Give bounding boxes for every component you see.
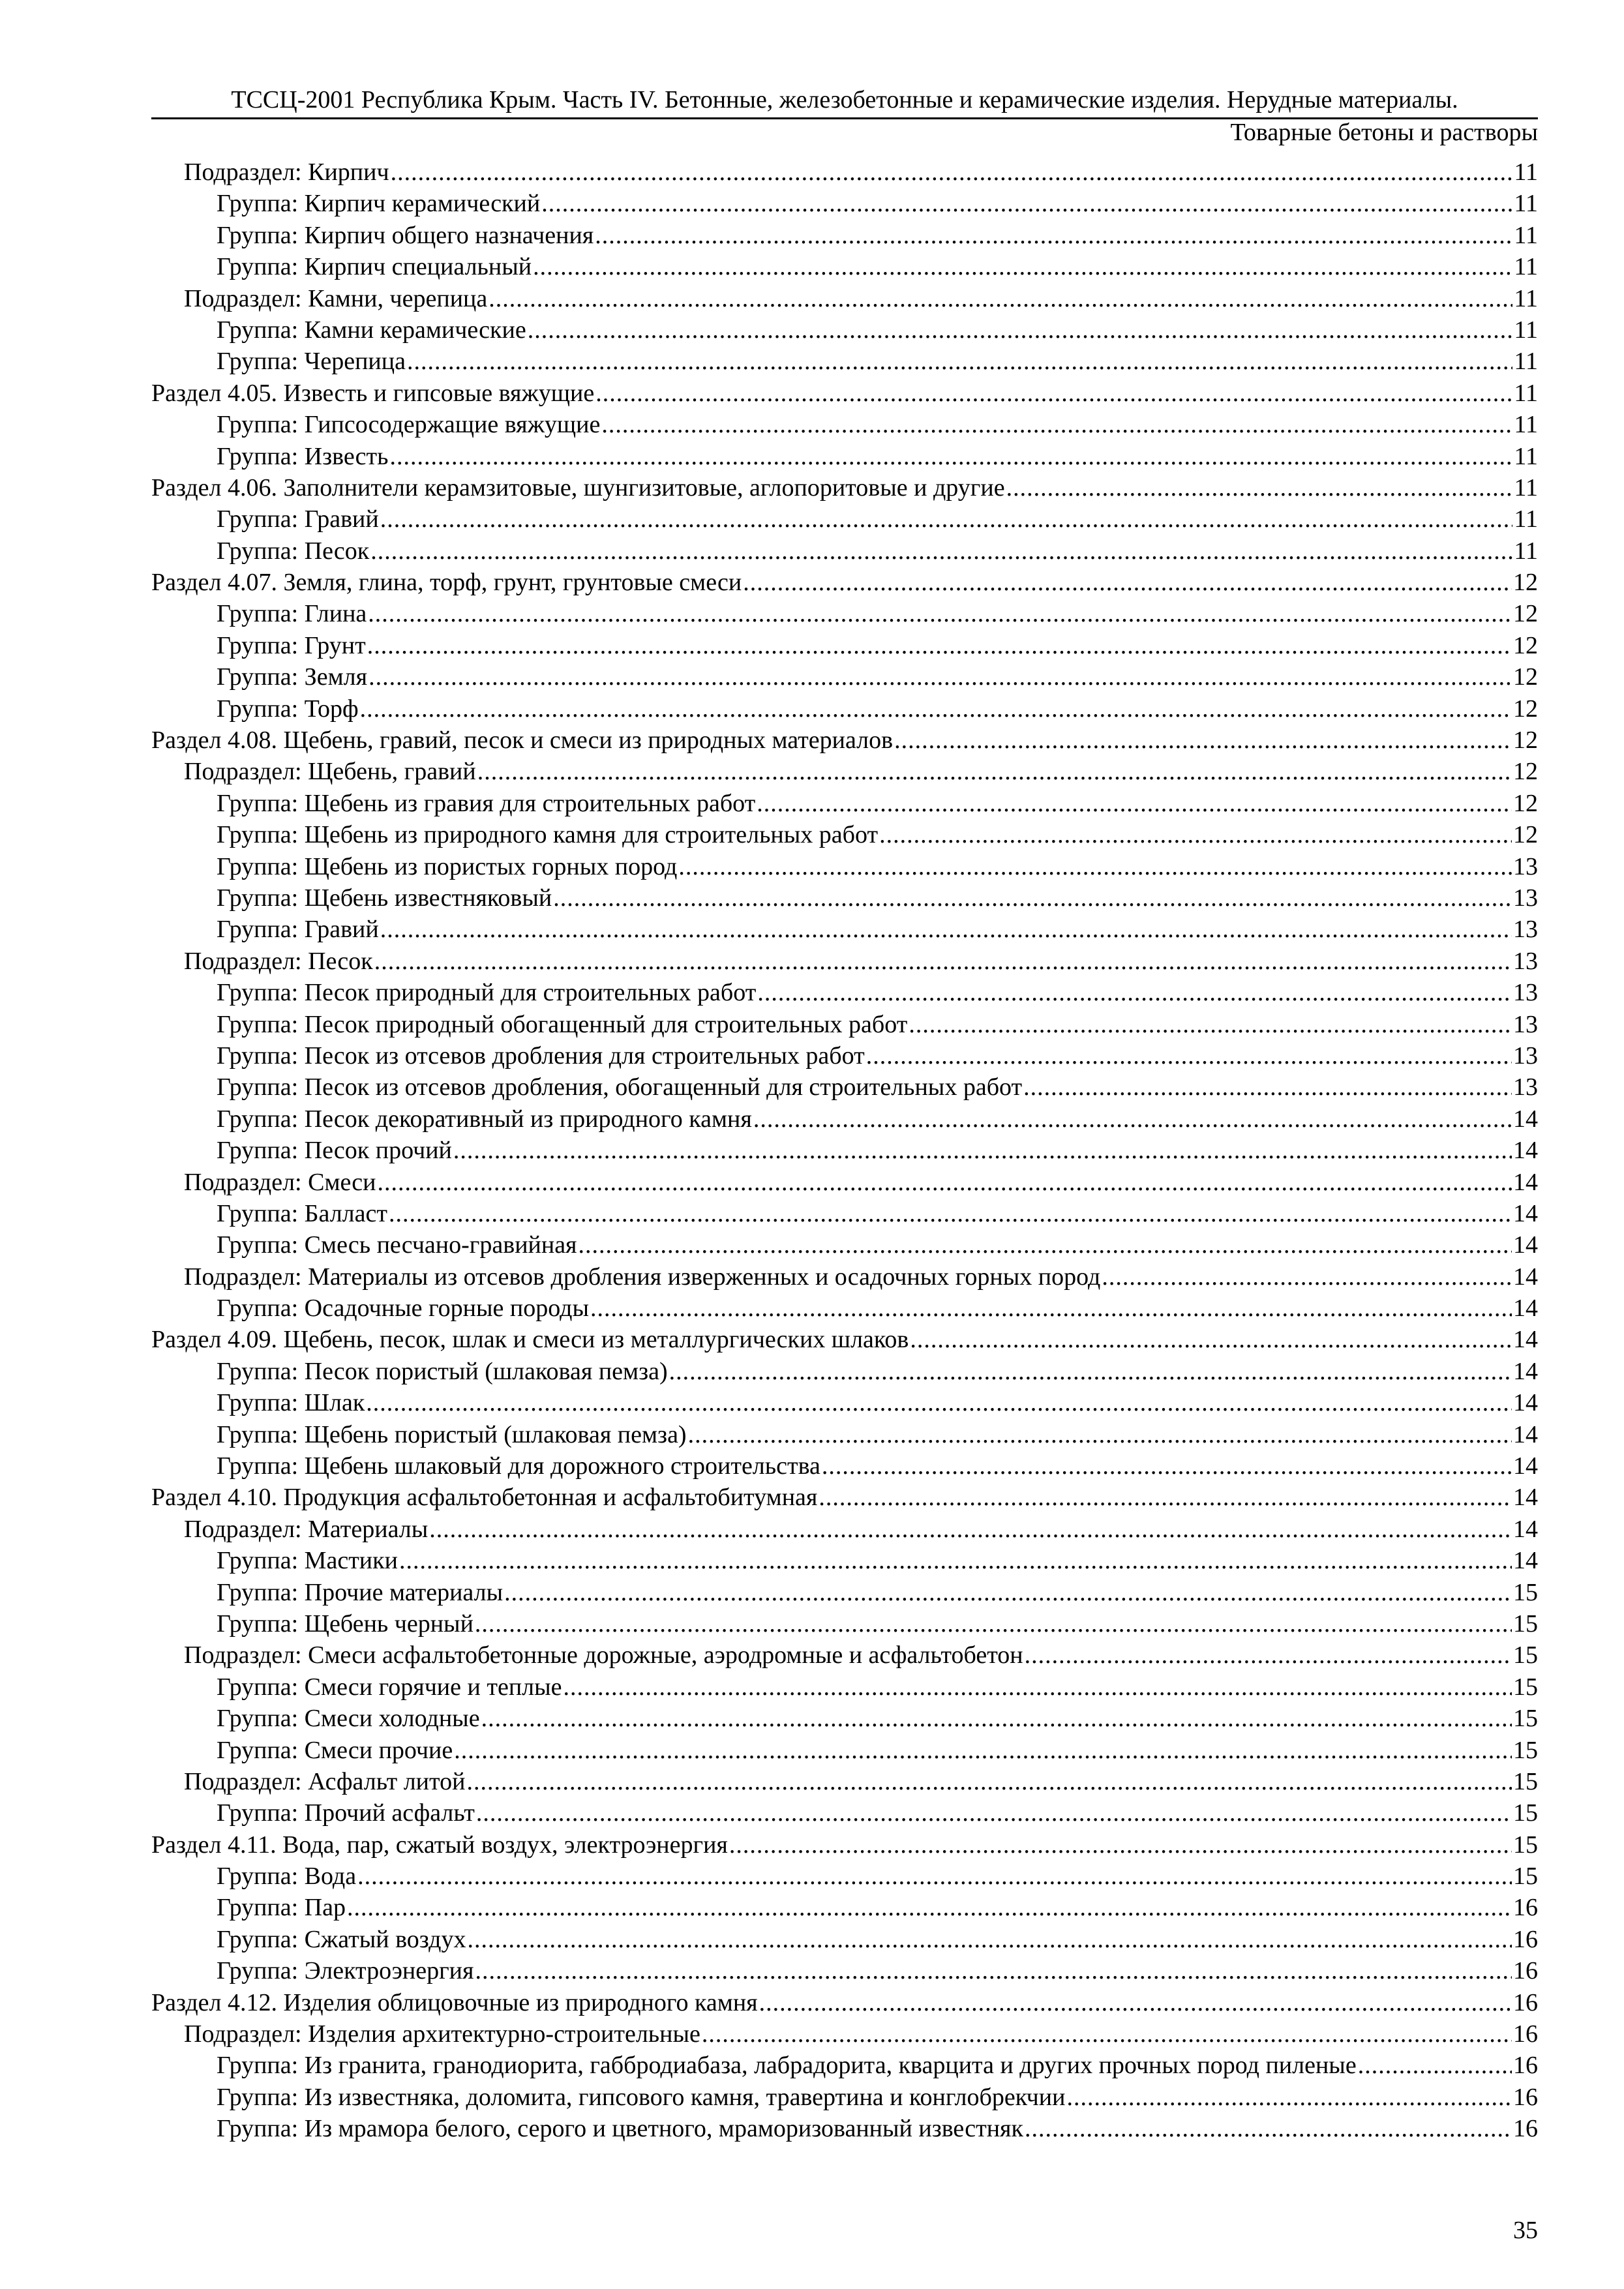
toc-entry	[151, 1924, 1538, 1955]
dot-leader	[475, 1608, 1512, 1639]
toc-entry	[151, 2050, 1538, 2081]
toc-entry-title: Группа: Песок природный для строительных работ	[217, 979, 757, 1007]
dot-leader	[757, 788, 1512, 819]
dot-leader	[407, 346, 1512, 377]
toc-entry-title: Группа: Прочий асфальт	[217, 1799, 475, 1827]
toc-entry	[151, 1450, 1538, 1482]
toc-entry-page: 14	[1513, 1547, 1538, 1575]
toc-entry-page: 15	[1513, 1705, 1538, 1733]
running-header	[151, 83, 1538, 149]
toc-entry-page: 13	[1513, 916, 1538, 944]
dot-leader	[370, 535, 1512, 567]
toc-entry	[151, 1608, 1538, 1639]
toc-entry	[151, 1387, 1538, 1418]
toc-entry	[151, 1103, 1538, 1135]
toc-entry-title: Группа: Песок природный обогащенный для строительных работ	[217, 1010, 908, 1038]
toc-entry-title: Группа: Щебень пористый (шлаковая пемза)	[217, 1420, 687, 1448]
dot-leader	[909, 1009, 1512, 1040]
toc-entry-title: Группа: Кирпич керамический	[217, 190, 541, 218]
toc-entry-page: 13	[1513, 1010, 1538, 1038]
toc-entry	[151, 1545, 1538, 1576]
dot-leader	[688, 1419, 1512, 1450]
toc-entry-title: Группа: Известь	[217, 442, 389, 470]
dot-leader	[360, 693, 1512, 725]
header-rule	[151, 117, 1538, 119]
toc-entry	[151, 1577, 1538, 1608]
toc-entry-page: 15	[1513, 1863, 1538, 1891]
toc-entry-title: Группа: Щебень шлаковый для дорожного строительства	[217, 1452, 820, 1480]
toc-entry-page: 12	[1513, 569, 1538, 597]
toc-entry	[151, 1987, 1538, 2018]
dot-leader	[504, 1577, 1512, 1608]
toc-entry	[151, 2113, 1538, 2144]
toc-entry	[151, 788, 1538, 819]
toc-entry-title: Группа: Смеси холодные	[217, 1705, 480, 1733]
toc-entry-page: 11	[1514, 190, 1538, 218]
toc-entry-title: Подраздел: Щебень, гравий	[184, 758, 476, 786]
toc-entry	[151, 630, 1538, 661]
toc-entry-title: Подраздел: Материалы	[184, 1515, 429, 1543]
toc-entry-page: 14	[1513, 1168, 1538, 1196]
toc-entry-title: Группа: Смеси прочие	[217, 1736, 453, 1764]
toc-entry-title: Группа: Осадочные горные породы	[217, 1294, 589, 1323]
toc-entry	[151, 1324, 1538, 1355]
dot-leader	[368, 661, 1512, 693]
dot-leader	[879, 819, 1512, 850]
toc-entry-title: Подраздел: Песок	[184, 947, 373, 975]
toc-entry	[151, 1009, 1538, 1040]
toc-entry	[151, 2082, 1538, 2113]
toc-entry-title: Группа: Гравий	[217, 505, 379, 533]
toc-entry-page: 15	[1513, 1767, 1538, 1795]
toc-entry	[151, 1703, 1538, 1734]
toc-entry	[151, 567, 1538, 598]
toc-entry-title: Подраздел: Смеси асфальтобетонные дорожные, аэродромные и асфальтобетон	[184, 1641, 1023, 1669]
dot-leader	[368, 598, 1512, 629]
toc-entry-title: Группа: Гравий	[217, 916, 379, 944]
toc-entry	[151, 1040, 1538, 1071]
toc-entry-page: 14	[1513, 1452, 1538, 1480]
dot-leader	[819, 1482, 1512, 1513]
dot-leader	[579, 1229, 1512, 1261]
toc-entry-title: Группа: Щебень из гравия для строительных работ	[217, 789, 756, 817]
toc-entry-page: 12	[1513, 758, 1538, 786]
dot-leader	[1066, 2082, 1512, 2113]
toc-entry-title: Группа: Балласт	[217, 1199, 387, 1227]
toc-entry-page: 14	[1513, 1357, 1538, 1385]
dot-leader	[380, 503, 1513, 535]
dot-leader	[866, 1040, 1512, 1071]
dot-leader	[476, 1797, 1512, 1829]
toc-entry-page: 14	[1513, 1199, 1538, 1227]
toc-entry	[151, 598, 1538, 629]
toc-entry-page: 13	[1513, 1073, 1538, 1101]
toc-entry-title: Группа: Из известняка, доломита, гипсового камня, травертина и конглобрекчии	[217, 2083, 1066, 2111]
toc-entry-page: 16	[1513, 1988, 1538, 2016]
toc-entry-page: 16	[1513, 1894, 1538, 1922]
toc-entry-page: 12	[1513, 600, 1538, 628]
toc-entry-title: Группа: Песок	[217, 537, 370, 565]
toc-entry-title: Группа: Грунт	[217, 631, 366, 659]
dot-leader	[595, 378, 1512, 409]
toc-entry	[151, 1797, 1538, 1829]
toc-entry	[151, 1198, 1538, 1229]
toc-entry-title: Группа: Глина	[217, 600, 367, 628]
toc-entry-title: Подраздел: Изделия архитектурно-строительные	[184, 2020, 700, 2048]
dot-leader	[357, 1861, 1512, 1892]
dot-leader	[1006, 472, 1513, 503]
dot-leader	[564, 1671, 1512, 1703]
dot-leader	[429, 1514, 1512, 1545]
toc-entry	[151, 1135, 1538, 1166]
toc-entry-page: 14	[1513, 1105, 1538, 1133]
toc-entry	[151, 1293, 1538, 1324]
dot-leader	[477, 756, 1512, 787]
toc-entry	[151, 1892, 1538, 1923]
dot-leader	[389, 441, 1512, 472]
dot-leader	[910, 1324, 1512, 1355]
toc-entry-title: Подраздел: Камни, черепица	[184, 284, 488, 312]
toc-entry-page: 12	[1513, 695, 1538, 723]
toc-entry	[151, 1071, 1538, 1103]
dot-leader	[378, 1167, 1512, 1198]
header-title: ТССЦ-2001 Республика Крым. Часть IV. Бетонные, железобетонные и керамические изделия. Нерудные материалы.	[231, 86, 1458, 113]
toc-entry-page: 11	[1514, 411, 1538, 439]
toc-entry-title: Группа: Песок из отсевов дробления, обогащенный для строительных работ	[217, 1073, 1023, 1101]
toc-entry-page: 14	[1513, 1231, 1538, 1259]
toc-entry-title: Раздел 4.08. Щебень, гравий, песок и смеси из природных материалов	[151, 726, 894, 755]
toc-entry-page: 15	[1513, 1609, 1538, 1638]
toc-entry	[151, 441, 1538, 472]
dot-leader	[528, 314, 1513, 346]
dot-leader	[590, 1293, 1512, 1324]
toc-entry	[151, 1861, 1538, 1892]
page-number: 35	[1513, 2217, 1538, 2244]
toc-entry-title: Подраздел: Материалы из отсевов дробления изверженных и осадочных горных пород	[184, 1263, 1101, 1291]
toc-entry-title: Подраздел: Асфальт литой	[184, 1767, 466, 1795]
toc-entry-page: 15	[1513, 1831, 1538, 1859]
toc-entry	[151, 882, 1538, 914]
toc-entry	[151, 1735, 1538, 1766]
toc-entry	[151, 1766, 1538, 1797]
toc-entry-page: 12	[1513, 663, 1538, 691]
toc-entry	[151, 1261, 1538, 1293]
dot-leader	[601, 409, 1512, 440]
dot-leader	[753, 1103, 1512, 1135]
toc-entry-page: 11	[1514, 221, 1538, 249]
toc-entry-title: Подраздел: Смеси	[184, 1168, 376, 1196]
toc-entry-title: Группа: Кирпич специальный	[217, 253, 532, 281]
dot-leader	[894, 725, 1512, 756]
dot-leader	[553, 882, 1512, 914]
dot-leader	[367, 630, 1512, 661]
dot-leader	[541, 188, 1512, 219]
toc-entry-page: 11	[1514, 537, 1538, 565]
toc-entry-title: Раздел 4.07. Земля, глина, торф, грунт, грунтовые смеси	[151, 569, 742, 597]
toc-entry-page: 13	[1513, 979, 1538, 1007]
toc-entry-page: 15	[1513, 1736, 1538, 1764]
toc-entry	[151, 472, 1538, 503]
header-subtitle: Товарные бетоны и растворы	[1230, 119, 1538, 146]
toc-entry	[151, 283, 1538, 314]
toc-entry	[151, 851, 1538, 882]
toc-entry-title: Группа: Из мрамора белого, серого и цветного, мраморизованный известняк	[217, 2115, 1023, 2143]
dot-leader	[453, 1135, 1512, 1166]
toc-entry-title: Группа: Щебень из природного камня для строительных работ	[217, 821, 879, 849]
toc-entry	[151, 378, 1538, 409]
toc-entry-page: 11	[1514, 158, 1538, 186]
toc-entry	[151, 1639, 1538, 1671]
toc-entry	[151, 1514, 1538, 1545]
toc-entry-page: 14	[1513, 1263, 1538, 1291]
toc-entry	[151, 1419, 1538, 1450]
dot-leader	[467, 1924, 1512, 1955]
toc-entry-title: Раздел 4.10. Продукция асфальтобетонная и асфальтобитумная	[151, 1484, 818, 1512]
toc-entry-title: Раздел 4.05. Известь и гипсовые вяжущие	[151, 379, 595, 407]
toc-entry-page: 12	[1513, 631, 1538, 659]
toc-entry-page: 16	[1513, 1957, 1538, 1985]
dot-leader	[1102, 1261, 1512, 1293]
toc-entry	[151, 346, 1538, 377]
dot-leader	[399, 1545, 1512, 1576]
toc-entry	[151, 314, 1538, 346]
dot-leader	[454, 1735, 1512, 1766]
toc-entry-page: 11	[1514, 348, 1538, 376]
toc-entry	[151, 756, 1538, 787]
toc-entry-page: 14	[1513, 1294, 1538, 1323]
toc-entry-title: Группа: Прочие материалы	[217, 1578, 504, 1606]
toc-entry	[151, 409, 1538, 440]
toc-entry-page: 11	[1514, 253, 1538, 281]
toc-entry-page: 13	[1513, 947, 1538, 975]
toc-entry-page: 11	[1514, 284, 1538, 312]
toc-entry-title: Подраздел: Кирпич	[184, 158, 389, 186]
toc-entry-page: 13	[1513, 1041, 1538, 1070]
dot-leader	[669, 1356, 1512, 1387]
toc-entry-title: Группа: Щебень известняковый	[217, 884, 552, 912]
toc-entry-title: Группа: Камни керамические	[217, 316, 526, 344]
toc-entry	[151, 1167, 1538, 1198]
toc-entry-page: 14	[1513, 1137, 1538, 1165]
toc-entry-page: 13	[1513, 884, 1538, 912]
toc-entry-page: 14	[1513, 1326, 1538, 1354]
dot-leader	[1025, 2113, 1512, 2144]
toc-entry	[151, 2018, 1538, 2050]
toc-entry	[151, 914, 1538, 945]
toc-entry-title: Группа: Сжатый воздух	[217, 1925, 466, 1953]
dot-leader	[489, 283, 1512, 314]
dot-leader	[729, 1829, 1512, 1861]
dot-leader	[347, 1892, 1512, 1923]
toc-entry-title: Группа: Гипсосодержащие вяжущие	[217, 411, 601, 439]
toc-entry-title: Группа: Торф	[217, 695, 359, 723]
toc-entry	[151, 946, 1538, 977]
toc-entry-title: Группа: Пар	[217, 1894, 346, 1922]
toc-entry	[151, 251, 1538, 282]
dot-leader	[380, 914, 1512, 945]
toc-entry-title: Группа: Песок из отсевов дробления для строительных работ	[217, 1041, 865, 1070]
toc-entry-title: Группа: Песок декоративный из природного камня	[217, 1105, 752, 1133]
toc-entry-page: 12	[1513, 821, 1538, 849]
toc-entry	[151, 1229, 1538, 1261]
toc-entry-page: 11	[1514, 442, 1538, 470]
toc-entry-title: Группа: Шлак	[217, 1389, 365, 1417]
toc-entry-page: 16	[1513, 2052, 1538, 2080]
toc-entry-title: Группа: Земля	[217, 663, 368, 691]
toc-entry-page: 12	[1513, 726, 1538, 755]
toc-entry	[151, 1356, 1538, 1387]
toc-entry	[151, 693, 1538, 725]
toc-entry-title: Группа: Электроэнергия	[217, 1957, 474, 1985]
toc-entry	[151, 188, 1538, 219]
toc-entry-title: Раздел 4.11. Вода, пар, сжатый воздух, электроэнергия	[151, 1831, 728, 1859]
dot-leader	[1358, 2050, 1512, 2081]
toc-entry-title: Раздел 4.09. Щебень, песок, шлак и смеси из металлургических шлаков	[151, 1326, 909, 1354]
toc-entry-title: Группа: Песок прочий	[217, 1137, 452, 1165]
toc-entry-title: Группа: Песок пористый (шлаковая пемза)	[217, 1357, 668, 1385]
toc-entry-title: Группа: Черепица	[217, 348, 406, 376]
toc-entry-page: 11	[1514, 473, 1538, 501]
toc-entry-page: 15	[1513, 1578, 1538, 1606]
toc-entry	[151, 725, 1538, 756]
toc-entry-page: 12	[1513, 789, 1538, 817]
dot-leader	[466, 1766, 1512, 1797]
dot-leader	[366, 1387, 1512, 1418]
toc-entry	[151, 1671, 1538, 1703]
dot-leader	[533, 251, 1512, 282]
dot-leader	[475, 1955, 1512, 1986]
toc-entry-title: Группа: Щебень черный	[217, 1609, 474, 1638]
dot-leader	[822, 1450, 1512, 1482]
toc-entry	[151, 503, 1538, 535]
toc-entry	[151, 661, 1538, 693]
dot-leader	[743, 567, 1512, 598]
toc-entry-page: 16	[1513, 2115, 1538, 2143]
toc-entry-title: Раздел 4.06. Заполнители керамзитовые, шунгизитовые, аглопоритовые и другие	[151, 473, 1005, 501]
toc-entry-page: 11	[1514, 505, 1538, 533]
toc-entry-page: 14	[1513, 1484, 1538, 1512]
toc-entry-title: Группа: Смеси горячие и теплые	[217, 1673, 562, 1701]
toc-entry-page: 15	[1513, 1799, 1538, 1827]
toc-entry	[151, 819, 1538, 850]
dot-leader	[678, 851, 1512, 882]
dot-leader	[374, 946, 1512, 977]
toc-entry-title: Группа: Кирпич общего назначения	[217, 221, 594, 249]
toc-entry	[151, 220, 1538, 251]
dot-leader	[702, 2018, 1512, 2050]
toc-entry-title: Группа: Вода	[217, 1863, 357, 1891]
toc-entry-page: 11	[1514, 379, 1538, 407]
toc-entry-title: Группа: Из гранита, гранодиорита, габбродиабаза, лабрадорита, кварцита и других прочных пород пиленые	[217, 2052, 1357, 2080]
toc-entry-title: Группа: Щебень из пористых горных пород	[217, 852, 678, 880]
toc-entry-page: 16	[1513, 1925, 1538, 1953]
dot-leader	[595, 220, 1512, 251]
dot-leader	[1025, 1639, 1512, 1671]
dot-leader	[757, 977, 1512, 1008]
toc-entry	[151, 1955, 1538, 1986]
dot-leader	[1023, 1071, 1512, 1103]
toc-entry-page: 11	[1514, 316, 1538, 344]
toc-entry	[151, 535, 1538, 567]
toc-entry-page: 16	[1513, 2083, 1538, 2111]
toc-entry-page: 14	[1513, 1420, 1538, 1448]
toc-entry-page: 16	[1513, 2020, 1538, 2048]
table-of-contents	[151, 157, 1538, 2145]
toc-entry-page: 15	[1513, 1673, 1538, 1701]
toc-entry-page: 14	[1513, 1389, 1538, 1417]
toc-entry	[151, 1829, 1538, 1861]
toc-entry-title: Раздел 4.12. Изделия облицовочные из природного камня	[151, 1988, 758, 2016]
dot-leader	[481, 1703, 1512, 1734]
toc-entry-page: 15	[1513, 1641, 1538, 1669]
dot-leader	[759, 1987, 1512, 2018]
toc-entry-page: 14	[1513, 1515, 1538, 1543]
toc-entry	[151, 977, 1538, 1008]
toc-entry	[151, 157, 1538, 188]
toc-entry-page: 13	[1513, 852, 1538, 880]
dot-leader	[389, 1198, 1512, 1229]
toc-entry-title: Группа: Смесь песчано-гравийная	[217, 1231, 577, 1259]
toc-entry	[151, 1482, 1538, 1513]
dot-leader	[391, 157, 1513, 188]
toc-entry-title: Группа: Мастики	[217, 1547, 398, 1575]
